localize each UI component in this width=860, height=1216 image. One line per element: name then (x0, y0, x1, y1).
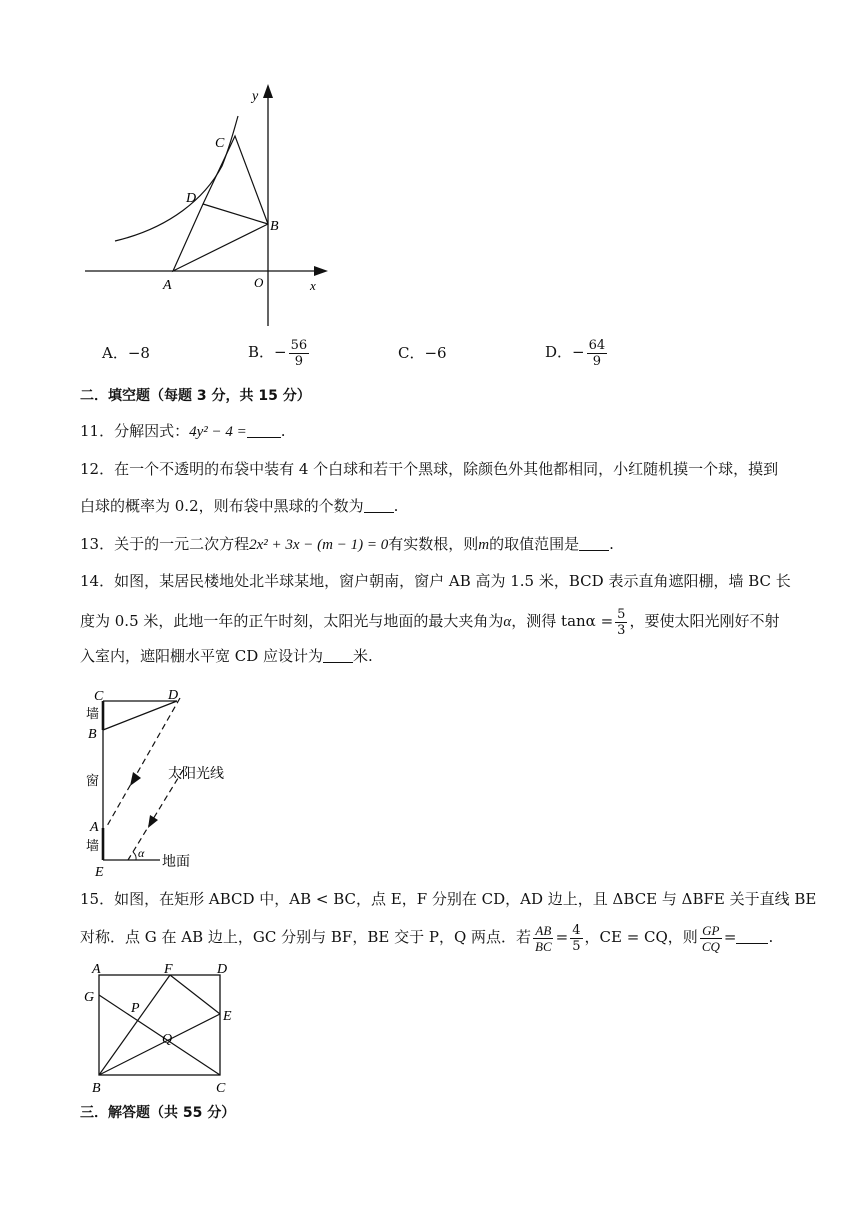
label-y: y (252, 89, 259, 104)
question-14-line2 (80, 602, 779, 641)
option-c-letter: C． (398, 344, 425, 362)
label-a: A (163, 278, 172, 293)
q13-pre: 13．关于的一元二次方程 (80, 535, 250, 553)
segment-gc (99, 995, 220, 1075)
section-3-title: 三．解答题（共 55 分） (80, 1105, 236, 1121)
question-15-line1: 15．如图，在矩形 ABCD 中，AB < BC，点 E，F 分别在 CD，AD 边上，且 ΔBCE 与 ΔBFE 关于直线 BE (80, 890, 817, 908)
label-wall-upper: 墙 (86, 706, 100, 721)
q13-equation: 2x² + 3x − (m − 1) = 0 (249, 537, 389, 553)
sunlight-ray-2 (128, 770, 183, 860)
q13-var: m (478, 537, 490, 553)
option-d-sign: − (572, 343, 585, 361)
label-e: E (223, 1009, 232, 1024)
label-c: C (216, 1081, 226, 1096)
label-a: A (92, 962, 101, 977)
q12-end: . (393, 497, 399, 515)
q15-eq1: = (555, 928, 569, 946)
sunlight-ray-1 (107, 698, 180, 826)
option-d-fraction (587, 338, 608, 369)
q14-line2a: 度为 0.5 米，此地一年的正午时刻，太阳光与地面的最大夹角为 (80, 612, 504, 630)
option-b-num: 56 (290, 337, 308, 353)
figure-q14 (80, 680, 280, 880)
q14-fraction (615, 607, 627, 638)
segment-be (99, 1014, 220, 1075)
option-a-value: −8 (127, 344, 150, 362)
q15-ratio-ab-bc (533, 923, 554, 954)
q11-end: . (280, 422, 286, 440)
label-c: C (215, 136, 225, 151)
option-d-den: 9 (592, 353, 602, 369)
q14-answer-blank[interactable] (323, 648, 353, 663)
label-q: Q (162, 1032, 173, 1047)
q14-line3-text: 入室内，遮阳棚水平宽 CD 应设计为 (80, 647, 324, 665)
label-b: B (270, 219, 279, 234)
figure-q15 (80, 958, 260, 1098)
label-sunlight: 太阳光线 (168, 767, 224, 782)
q13-post: 的取值范围是 (489, 535, 580, 553)
question-13 (80, 534, 614, 555)
q15-r2-den: 5 (572, 938, 581, 954)
q15-r2-num: 4 (572, 922, 581, 938)
q15-r1-den: BC (535, 938, 552, 954)
label-b: B (88, 727, 97, 742)
option-d-letter: D． (545, 343, 573, 361)
label-a: A (90, 820, 99, 835)
label-ground: 地面 (162, 855, 190, 870)
q15-ratio-gp-cq (700, 923, 722, 954)
option-d[interactable] (545, 333, 609, 371)
q15-ratio-4-5 (570, 923, 582, 954)
awning-bd (103, 701, 177, 730)
label-c: C (94, 689, 104, 704)
label-f: F (164, 962, 173, 977)
option-b-fraction (289, 338, 310, 369)
option-b-sign: − (274, 343, 287, 361)
question-12-line1: 12．在一个不透明的布袋中装有 4 个白球和若干个黑球，除颜色外其他都相同，小红随机摸一个球，摸到 (80, 460, 779, 478)
q15-end: . (768, 928, 774, 946)
x-axis-arrow (314, 266, 328, 276)
label-wall-lower: 墙 (86, 838, 100, 853)
q13-mid: 有实数根，则 (388, 535, 479, 553)
q15-line2a: 对称．点 G 在 AB 边上，GC 分别与 BF，BE 交于 P，Q 两点．若 (80, 928, 532, 946)
label-e: E (95, 865, 104, 880)
label-p: P (131, 1001, 140, 1016)
q13-end: . (609, 535, 614, 553)
q15-eq2: = (723, 928, 737, 946)
q15-r3-num: GP (702, 922, 720, 938)
label-x: x (310, 278, 316, 293)
label-d: D (186, 191, 197, 206)
q14-line2b: ，测得 tanα = (511, 612, 614, 630)
q11-number: 11． (80, 422, 115, 440)
y-axis-arrow (263, 84, 273, 98)
q12-answer-blank[interactable] (364, 498, 394, 513)
alpha-arc (133, 852, 136, 860)
option-d-num: 64 (588, 337, 606, 353)
label-alpha: α (138, 846, 145, 860)
label-g: G (84, 990, 95, 1005)
q11-text: 分解因式： (114, 422, 190, 440)
q12-line2-text: 白球的概率为 0.2，则布袋中黑球的个数为 (80, 497, 364, 515)
q11-answer-blank[interactable] (247, 423, 281, 438)
option-b[interactable] (248, 333, 311, 371)
q13-answer-blank[interactable] (579, 536, 609, 551)
option-a-letter: A． (102, 344, 128, 362)
label-d: D (168, 688, 179, 703)
q15-answer-blank[interactable] (736, 929, 768, 944)
option-b-den: 9 (294, 353, 304, 369)
segment-bf (99, 975, 173, 1075)
q14-frac-den: 3 (617, 622, 626, 638)
label-d: D (217, 962, 228, 977)
segment-db (203, 204, 268, 224)
label-o: O (254, 275, 264, 290)
option-a[interactable] (102, 343, 150, 363)
segment-fe (170, 975, 220, 1014)
figure-q10 (80, 80, 340, 340)
question-15-line2 (80, 918, 773, 956)
option-b-letter: B． (248, 343, 275, 361)
label-window: 窗 (86, 773, 100, 788)
q15-line2b: ，CE = CQ，则 (584, 928, 698, 946)
q14-line3-end: 米. (353, 647, 373, 665)
q14-alpha: α (503, 614, 512, 630)
q14-line2c: ，要使太阳光刚好不射 (629, 612, 780, 630)
label-b: B (92, 1081, 101, 1096)
question-14-line3 (80, 646, 373, 666)
question-11 (80, 421, 286, 442)
q11-expr: 4y² − 4 = (189, 424, 247, 440)
question-12-line2 (80, 496, 398, 516)
question-14-line1: 14．如图，某居民楼地处北半球某地，窗户朝南，窗户 AB 高为 1.5 米，BCD 表示直角遮阳棚，墙 BC 长 (80, 572, 791, 590)
q15-r1-num: AB (535, 922, 552, 938)
option-c[interactable] (398, 343, 447, 363)
option-c-value: −6 (424, 344, 447, 362)
hyperbola-curve (115, 116, 238, 241)
ray-2-arrow (148, 815, 158, 828)
section-2-title: 二．填空题（每题 3 分，共 15 分） (80, 388, 311, 404)
q14-frac-num: 5 (617, 606, 626, 622)
q15-r3-den: CQ (701, 938, 720, 954)
ray-1-arrow (130, 772, 141, 786)
